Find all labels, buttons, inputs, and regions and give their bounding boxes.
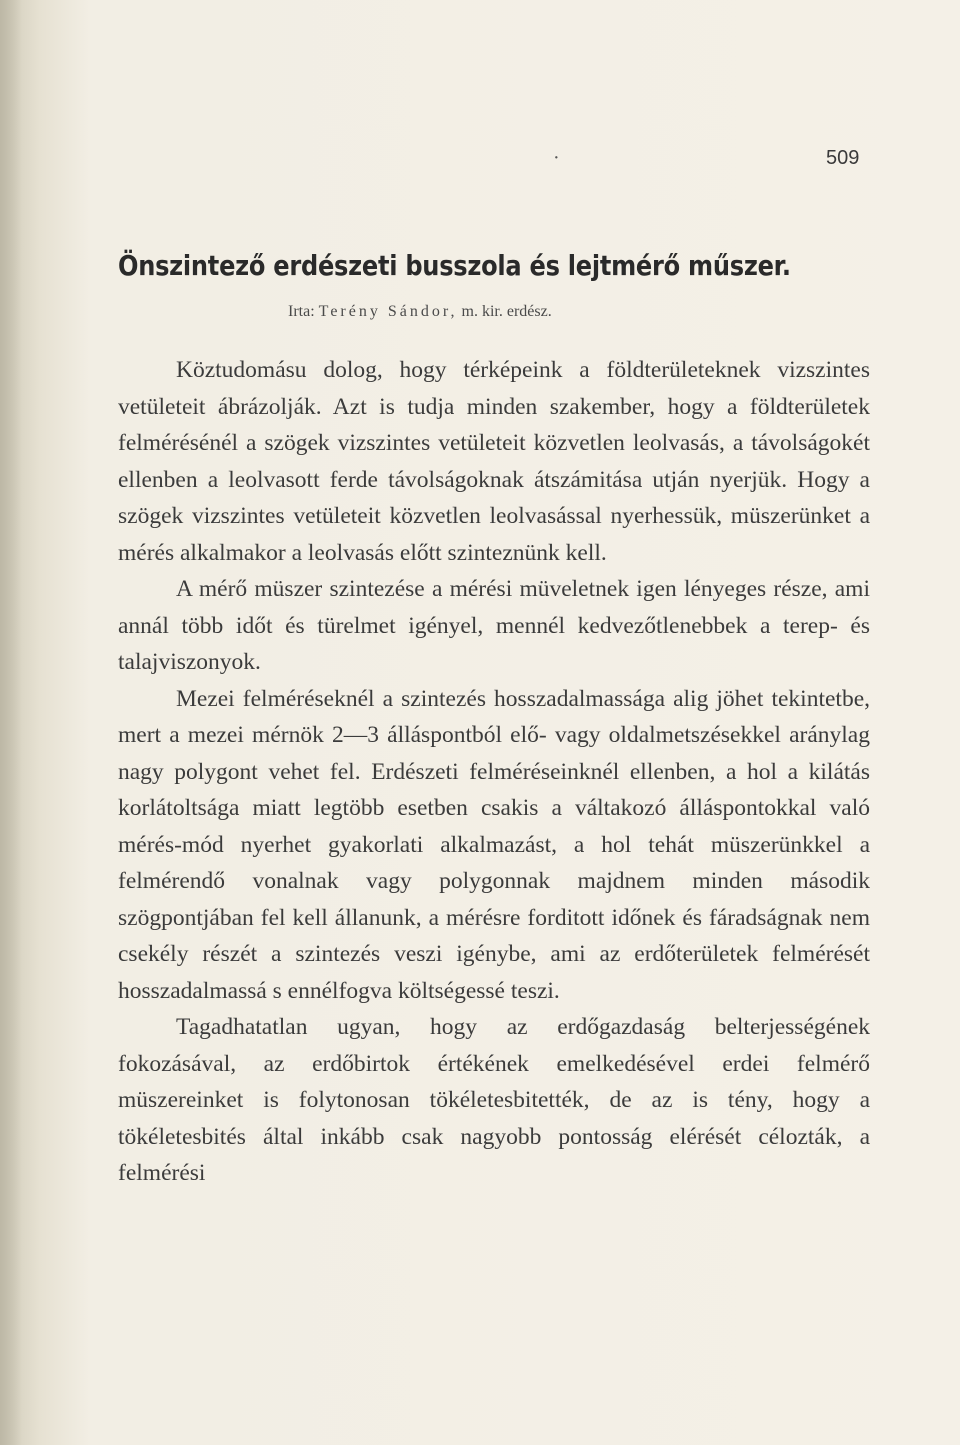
dot-mark: · bbox=[553, 147, 560, 169]
article-body bbox=[118, 352, 870, 1192]
paragraph-2: A mérő müszer szintezése a mérési müveletnek igen lényeges része, ami annál több időt és türelmet igényel, mennél kedvezőtlenebbek a terep- és talajviszonyok. bbox=[118, 576, 870, 675]
byline-suffix: m. kir. erdész. bbox=[461, 303, 552, 320]
byline bbox=[288, 303, 552, 321]
paragraph-4: Tagadhatatlan ugyan, hogy az erdőgazdaság belterjességének fokozásával, az erdőbirtok értékének emelkedésével erdei felmérő müszereinket is folytonosan tökéletesbitették, de az is tény, hogy a tökéletesbités által inkább csak nagyobb pontosság elérését célozták, a felmérési bbox=[118, 1014, 870, 1186]
article-title: Önszintező erdészeti busszola és lejtmérő műszer. bbox=[118, 249, 791, 282]
binding-shadow bbox=[0, 0, 22, 1445]
byline-author: Terény Sándor, bbox=[318, 303, 458, 320]
byline-prefix: Irta: bbox=[288, 303, 315, 320]
paragraph-3: Mezei felméréseknél a szintezés hosszadalmassága alig jöhet tekintetbe, mert a mezei mérnök 2—3 álláspontból elő- vagy oldalmetszésekkel aránylag nagy polygont vehet fel. Erdészeti felméréseinknél ellenben, a hol a kilátás korlátoltsága miatt legtöbb esetben csakis a váltakozó álláspontokkal való mérés-mód nyerhet gyakorlati alkalmazást, a hol tehát müszerünkkel a felmérendő vonalnak vagy polygonnak majdnem minden második szögpontjában fel kell állanunk, a mérésre forditott időnek és fáradságnak nem csekély részét a szintezés veszi igénybe, ami az erdőterületek felmérését hosszadalmassá s ennélfogva költségessé teszi. bbox=[118, 685, 870, 1004]
page-number: 509 bbox=[826, 147, 860, 169]
paragraph-1: Köztudomásu dolog, hogy térképeink a földterületeknek vizszintes vetületeit ábrázolják. Azt is tudja minden szakember, hogy a földterületek felmérésénél a szögek vizszintes vetületeit közvetlen leolvasás, a távolságokét ellenben a leolvasott ferde távolságoknak átszámitása utján nyerjük. Hogy a szögek vizszintes vetületeit közvetlen leolvasással nyerhessük, müszerünket a mérés alkalmakor a leolvasás előtt szinteznünk kell. bbox=[118, 357, 870, 566]
